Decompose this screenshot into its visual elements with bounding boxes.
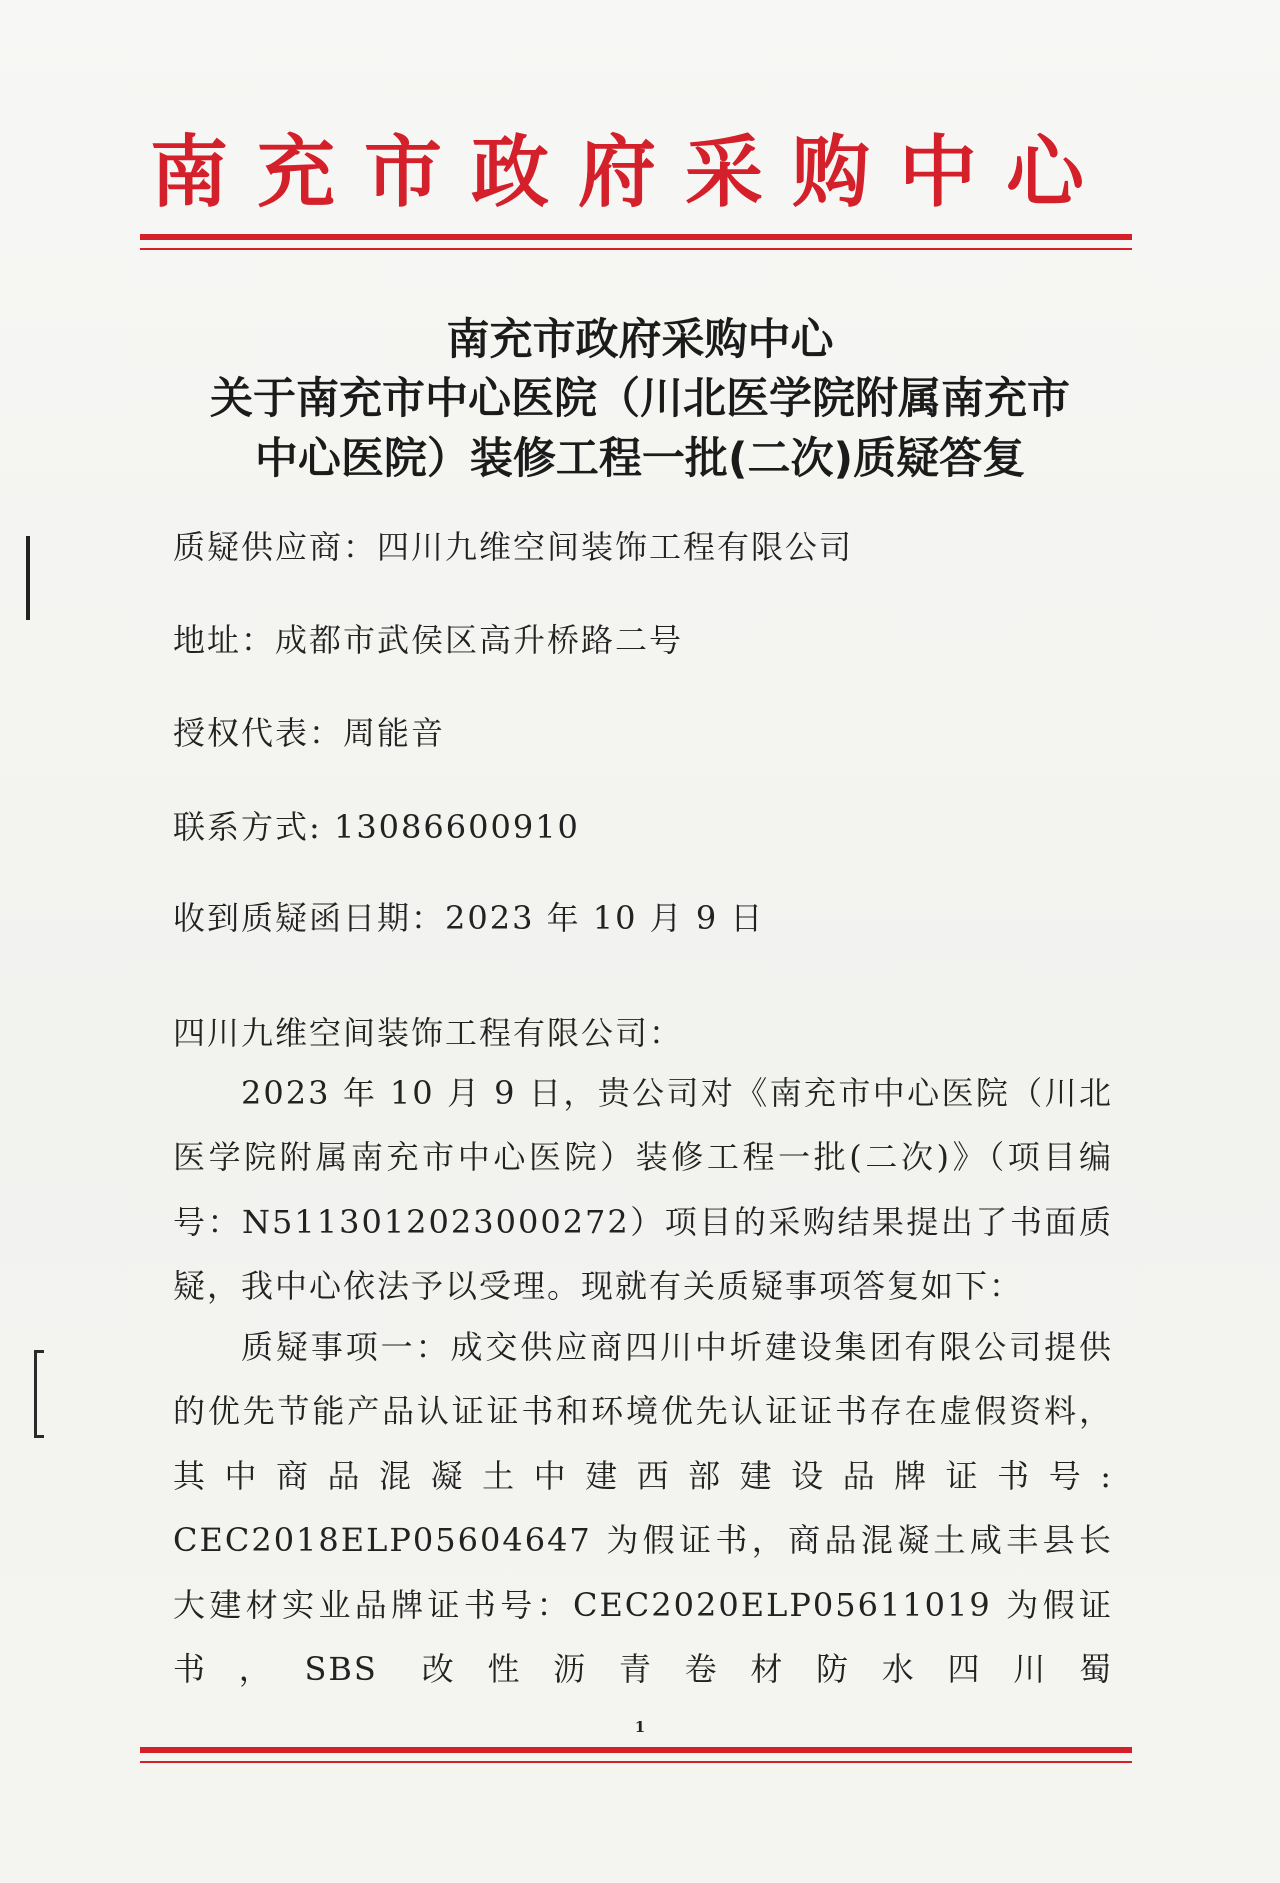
doc-title-line-3: 中心医院）装修工程一批(二次)质疑答复 <box>254 434 1026 484</box>
supplier-field: 质疑供应商：四川九维空间装饰工程有限公司 <box>173 528 854 566</box>
footer-rule-thin <box>140 1761 1132 1763</box>
doc-title-line-1: 南充市政府采购中心 <box>446 315 834 365</box>
representative-field: 授权代表：周能音 <box>173 714 446 752</box>
letterhead-title: 南充市政府采购中心 <box>150 127 1114 218</box>
binding-mark <box>26 536 30 620</box>
page-number: 1 <box>634 1718 646 1736</box>
contact-field: 联系方式: 13086600910 <box>173 808 580 846</box>
footer-rule-thick <box>140 1747 1132 1753</box>
body-paragraph: 质疑事项一：成交供应商四川中圻建设集团有限公司提供的优先节能产品认证证书和环境优先认证证书存在虚假资料，其中商品混凝土中建西部建设品牌证书号: CEC2018ELP05604647 为假证书，商品混凝土咸丰县长大建材实业品牌证书号：CEC2020ELP05611019 为假证书，SBS 改性沥青卷材防水四川蜀 <box>173 1328 1113 1689</box>
letterhead-rule-thin <box>140 248 1132 250</box>
address-field: 地址：成都市武侯区高升桥路二号 <box>173 621 684 659</box>
binding-bracket <box>34 1350 44 1438</box>
body-paragraph: 2023 年 10 月 9 日，贵公司对《南充市中心医院（川北医学院附属南充市中心医院）装修工程一批(二次)》（项目编号：N5113012023000272）项目的采购结果提出了书面质疑，我中心依法予以受理。现就有关质疑事项答复如下： <box>173 1074 1113 1306</box>
letterhead-rule-thick <box>140 234 1132 240</box>
doc-title-line-2: 关于南充市中心医院（川北医学院附属南充市 <box>210 374 1070 424</box>
received-date-field: 收到质疑函日期：2023 年 10 月 9 日 <box>173 899 765 937</box>
salutation: 四川九维空间装饰工程有限公司： <box>173 1014 684 1052</box>
